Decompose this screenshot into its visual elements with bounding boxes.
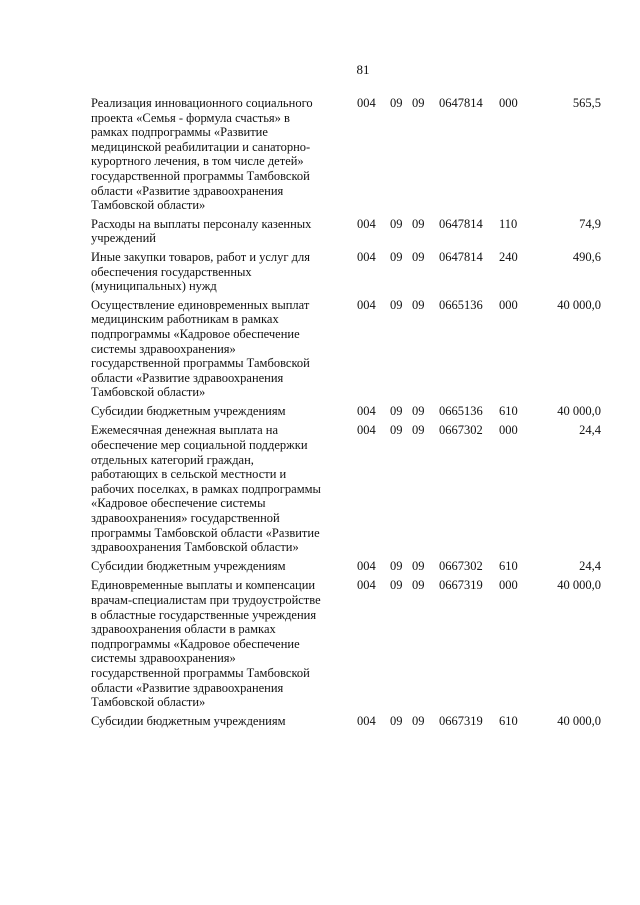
table-row [91, 578, 601, 709]
section-code: 09 [390, 423, 403, 438]
expense-type-code: 610 [499, 558, 518, 573]
subsection-code: 09 [412, 297, 425, 312]
row-description: Осуществление единовременных выплат медицинским работникам в рамках подпрограммы «Кадровое обеспечение системы здравоохранения» государственной программы Тамбовской области «Развитие здравоохранения Тамбовской области» [91, 297, 310, 400]
amount: 40 000,0 [557, 578, 601, 593]
subsection-code: 09 [412, 713, 425, 728]
row-description: Субсидии бюджетным учреждениям [91, 713, 286, 728]
section-code: 09 [390, 297, 403, 312]
table-row [91, 559, 601, 574]
budget-table [91, 96, 601, 732]
amount: 565,5 [572, 96, 601, 110]
ministry-code: 004 [357, 297, 376, 312]
expense-type-code: 610 [499, 713, 518, 728]
target-article-code: 0667302 [439, 423, 483, 438]
section-code: 09 [390, 403, 403, 418]
ministry-code: 004 [357, 713, 376, 728]
expense-type-code: 000 [499, 96, 518, 110]
amount: 24,4 [579, 423, 601, 438]
table-row [91, 298, 601, 400]
subsection-code: 09 [412, 216, 425, 231]
target-article-code: 0647814 [439, 96, 483, 110]
amount: 40 000,0 [557, 403, 601, 418]
table-row [91, 217, 601, 246]
target-article-code: 0667302 [439, 558, 483, 573]
row-description: Реализация инновационного социального проекта «Семья - формула счастья» в рамках подпрограммы «Развитие медицинской реабилитации и санаторно- курортного лечения, в том числе детей» государственной программы Тамбовской области «Развитие здравоохранения Тамбовской области» [91, 96, 313, 213]
row-description: Единовременные выплаты и компенсации врачам-специалистам при трудоустройстве в областные государственные учреждения здравоохранения области в рамках подпрограммы «Кадровое обеспечение системы здравоохранения» государственной программы Тамбовской области «Развитие здравоохранения Тамбовской области» [91, 578, 321, 710]
row-description: Ежемесячная денежная выплата на обеспечение мер социальной поддержки отдельных категорий граждан, работающих в сельской местности и рабочих поселках, в рамках подпрограммы «Кадровое обеспечение системы здравоохранения» государственной программы Тамбовской области «Развитие здравоохранения Тамбовской области» [91, 423, 321, 555]
table-row [91, 250, 601, 294]
table-row [91, 404, 601, 419]
ministry-code: 004 [357, 249, 376, 264]
section-code: 09 [390, 249, 403, 264]
row-description: Субсидии бюджетным учреждениям [91, 558, 286, 573]
ministry-code: 004 [357, 403, 376, 418]
amount: 490,6 [572, 249, 601, 264]
row-description: Субсидии бюджетным учреждениям [91, 403, 286, 418]
ministry-code: 004 [357, 578, 376, 593]
target-article-code: 0667319 [439, 713, 483, 728]
expense-type-code: 610 [499, 403, 518, 418]
subsection-code: 09 [412, 249, 425, 264]
page-number: 81 [356, 62, 370, 77]
subsection-code: 09 [412, 403, 425, 418]
ministry-code: 004 [357, 96, 376, 110]
ministry-code: 004 [357, 423, 376, 438]
target-article-code: 0647814 [439, 216, 483, 231]
subsection-code: 09 [412, 578, 425, 593]
section-code: 09 [390, 713, 403, 728]
target-article-code: 0665136 [439, 403, 483, 418]
target-article-code: 0665136 [439, 297, 483, 312]
target-article-code: 0667319 [439, 578, 483, 593]
expense-type-code: 110 [499, 216, 518, 231]
expense-type-code: 000 [499, 578, 518, 593]
table-row [91, 423, 601, 554]
amount: 24,4 [579, 558, 601, 573]
section-code: 09 [390, 216, 403, 231]
section-code: 09 [390, 558, 403, 573]
amount: 40 000,0 [557, 713, 601, 728]
ministry-code: 004 [357, 558, 376, 573]
target-article-code: 0647814 [439, 249, 483, 264]
section-code: 09 [390, 578, 403, 593]
expense-type-code: 000 [499, 297, 518, 312]
subsection-code: 09 [412, 96, 425, 110]
amount: 74,9 [579, 216, 601, 231]
table-row [91, 96, 601, 213]
subsection-code: 09 [412, 558, 425, 573]
section-code: 09 [390, 96, 403, 110]
row-description: Иные закупки товаров, работ и услуг для обеспечения государственных (муниципальных) нужд [91, 249, 311, 294]
table-row [91, 714, 601, 729]
expense-type-code: 240 [499, 249, 518, 264]
expense-type-code: 000 [499, 423, 518, 438]
row-description: Расходы на выплаты персоналу казенных учреждений [91, 216, 312, 246]
ministry-code: 004 [357, 216, 376, 231]
subsection-code: 09 [412, 423, 425, 438]
amount: 40 000,0 [557, 297, 601, 312]
